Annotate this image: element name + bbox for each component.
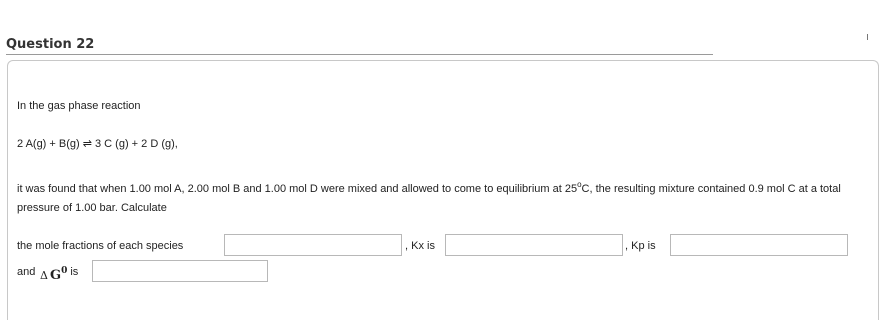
kp-input[interactable] bbox=[670, 234, 848, 256]
reaction-equation: 2 A(g) + B(g) ⇌ 3 C (g) + 2 D (g), bbox=[17, 138, 178, 150]
kx-input[interactable] bbox=[445, 234, 623, 256]
title-divider bbox=[6, 54, 713, 55]
question-statement bbox=[17, 180, 867, 218]
and-label: and bbox=[17, 266, 36, 278]
delta-g-is: is bbox=[70, 266, 79, 278]
statement-part1: it was found that when 1.00 mol A, 2.00 mol B and 1.00 mol D were mixed and allowed to come to equilibrium at 25 bbox=[17, 183, 578, 195]
statement-part2: C, the resulting mixture contained 0.9 mol C at a total pressure of 1.00 bar. Calculate bbox=[17, 183, 841, 214]
kp-label: , Kp is bbox=[625, 240, 656, 252]
delta-g-input[interactable] bbox=[92, 260, 268, 282]
kx-label: , Kx is bbox=[405, 240, 435, 252]
mole-fractions-input[interactable] bbox=[224, 234, 402, 256]
question-title: Question 22 bbox=[6, 37, 95, 52]
question-intro: In the gas phase reaction bbox=[17, 100, 141, 112]
mole-fractions-label: the mole fractions of each species bbox=[17, 240, 184, 252]
degree-superscript: o bbox=[577, 180, 582, 189]
corner-mark bbox=[867, 34, 868, 40]
standard-state-superscript: 0 bbox=[61, 266, 68, 276]
delta-symbol: Δ bbox=[40, 269, 48, 282]
delta-g-label bbox=[40, 266, 78, 283]
g-symbol: G bbox=[49, 268, 62, 283]
